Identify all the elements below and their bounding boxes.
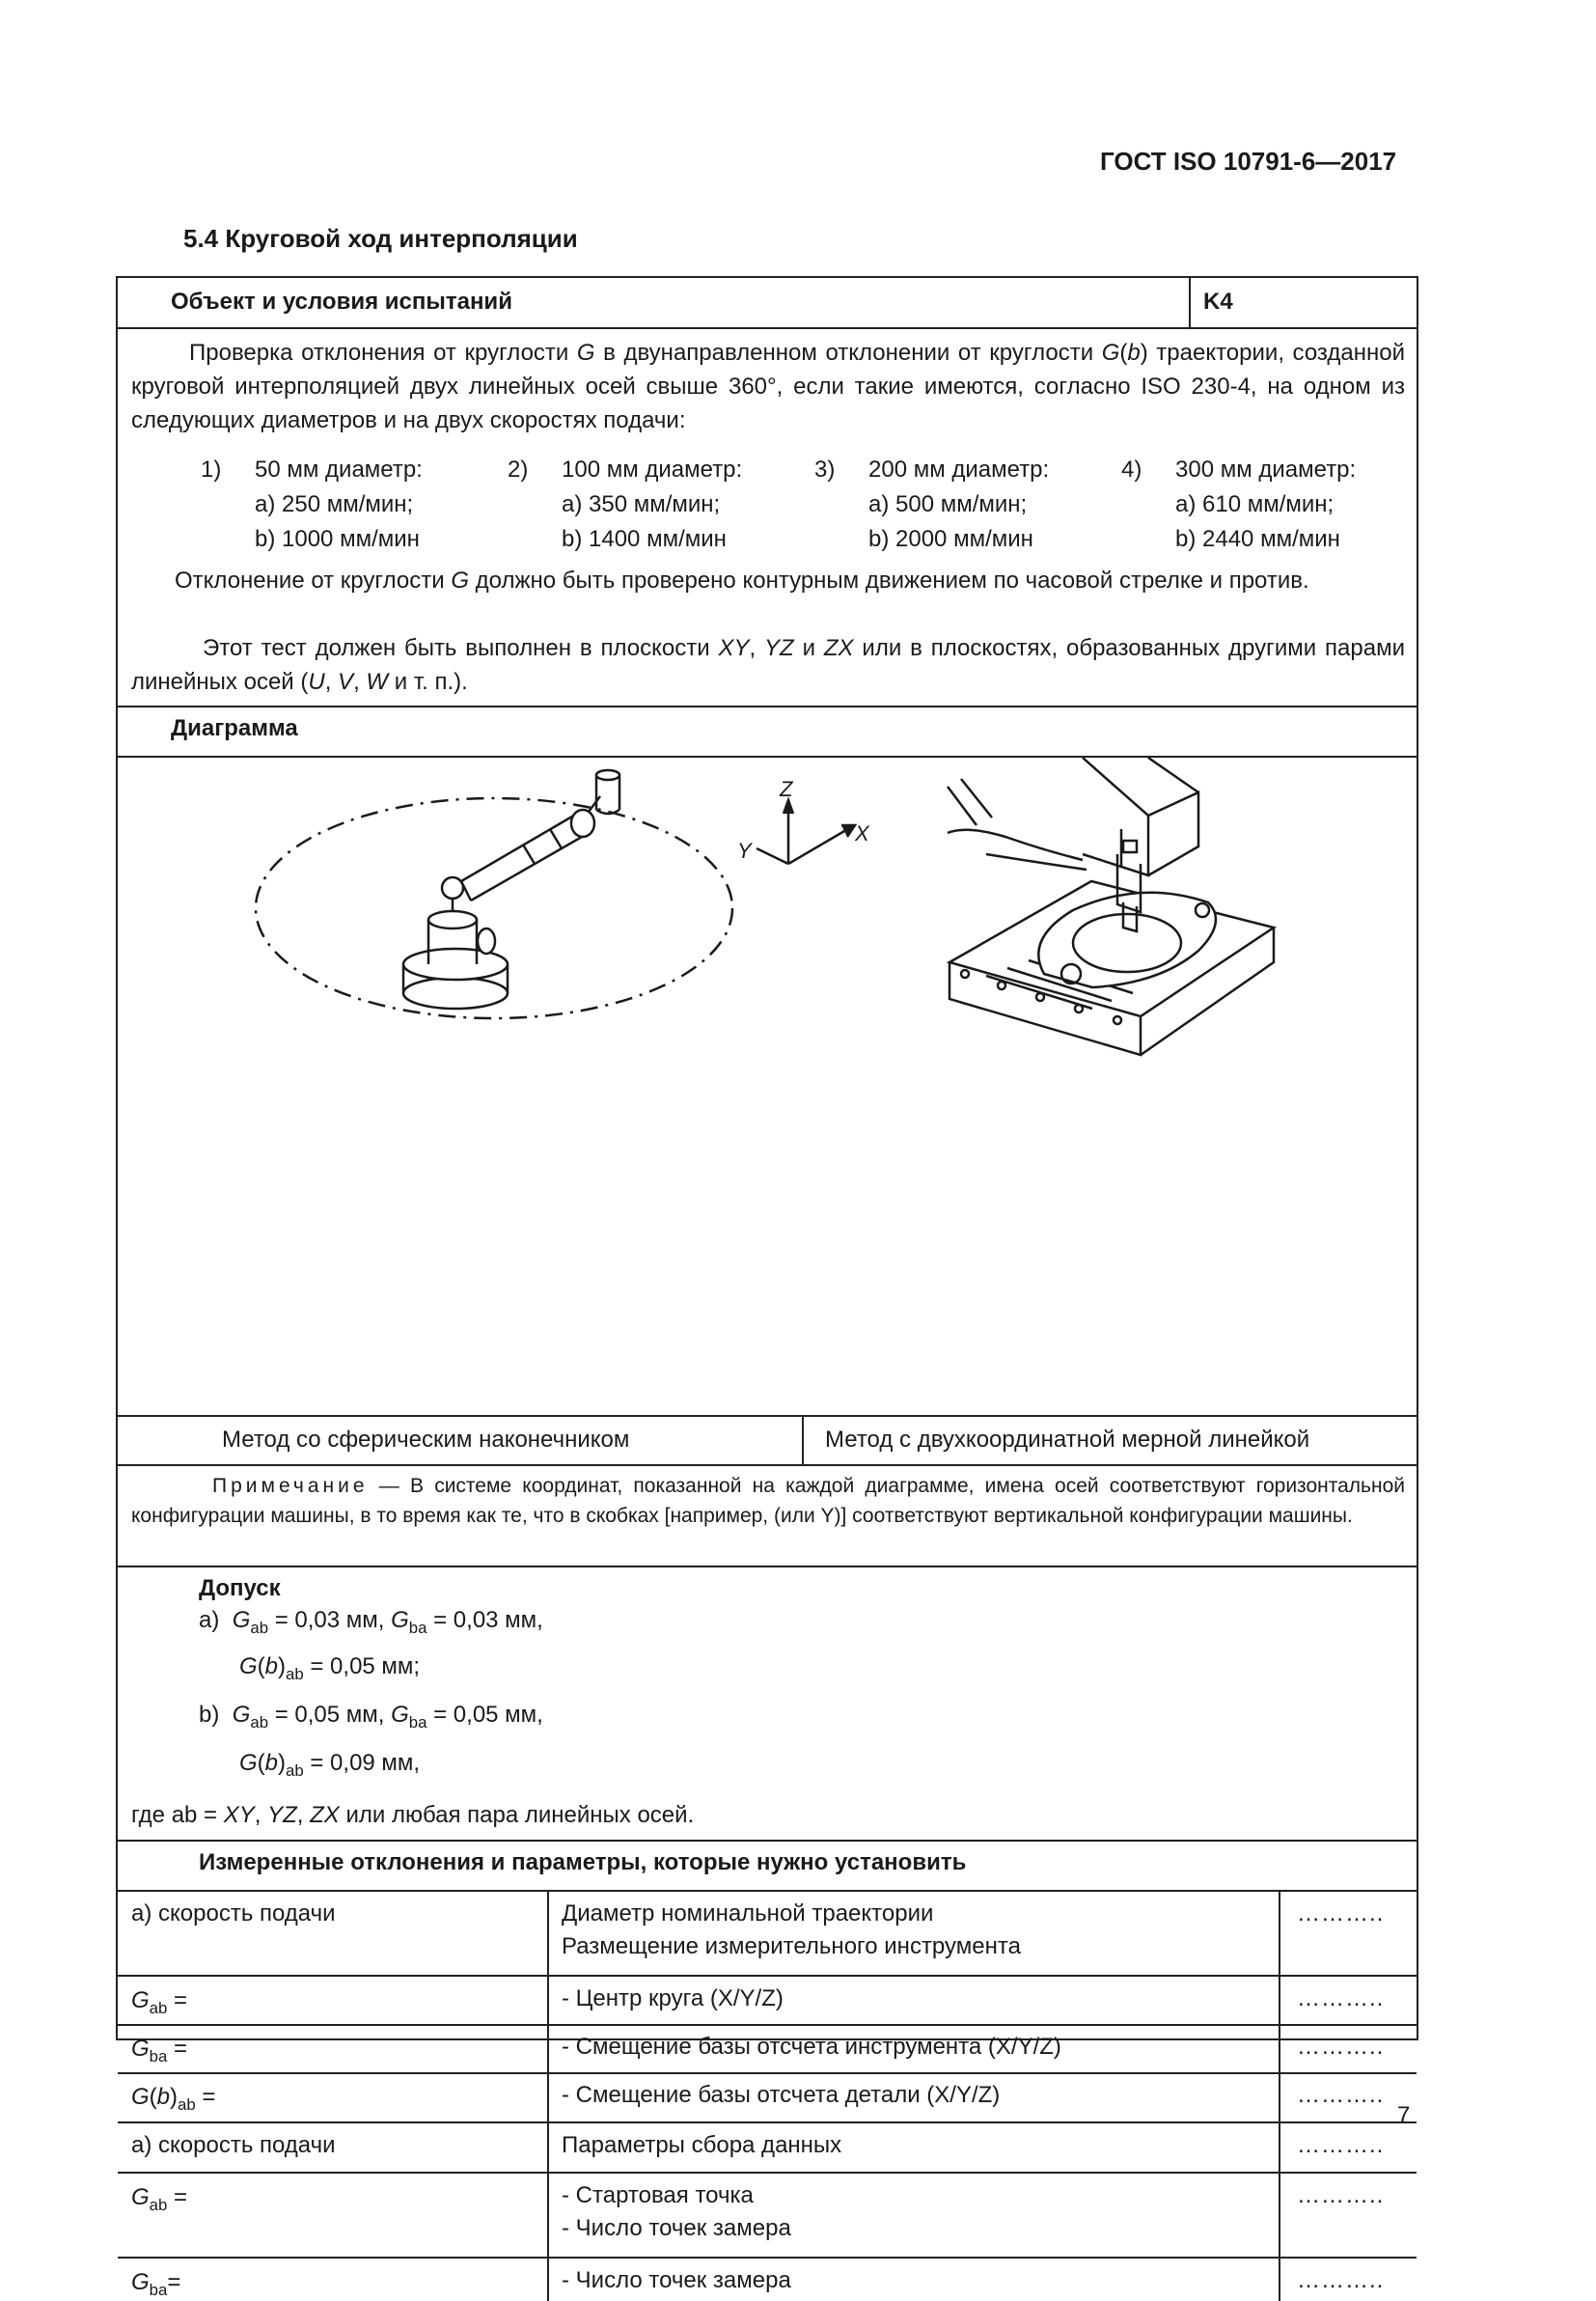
page-number: 7 bbox=[1397, 2102, 1411, 2128]
caption-grid-method: Метод с двухкоординатной мерной линейкой bbox=[825, 1427, 1310, 1453]
divider bbox=[1189, 278, 1191, 328]
divider bbox=[118, 2121, 1417, 2123]
measured-row-left: a) скорость подачи bbox=[131, 2132, 336, 2158]
measured-row-right: Параметры сбора данных bbox=[562, 2132, 842, 2158]
measured-row-right: Диаметр номинальной траектории bbox=[562, 1900, 934, 1927]
plane-paragraph: Этот тест должен быть выполнен в плоскости XY, YZ и ZX или в плоскостях, образованных другими парами линейных осей (U, V, W и т. п.). bbox=[131, 635, 1406, 695]
feed-rate-a: a) 500 мм/мин; bbox=[868, 491, 1028, 517]
diameter-title: 300 мм диаметр: bbox=[1175, 457, 1357, 483]
tolerance-a-line1: a) $G_{ab} = 0,03$ мм, $G_{ba} = 0,03$ мм, bbox=[199, 1607, 543, 1637]
divider bbox=[118, 2257, 1417, 2259]
divider bbox=[118, 1975, 1417, 1977]
axis-label-y: Y bbox=[737, 839, 752, 863]
measured-row-right: Размещение измерительного инструмента bbox=[562, 1933, 1021, 1959]
diameter-number: 4) bbox=[1121, 457, 1142, 483]
measured-row-right: - Число точек замера bbox=[562, 2215, 791, 2241]
measured-row-left: $G_{ab}$ = bbox=[131, 2184, 188, 2214]
divider bbox=[118, 1464, 1417, 1466]
feed-rate-b: b) 2000 мм/мин bbox=[868, 526, 1033, 552]
axis-label-x: X bbox=[855, 821, 869, 846]
intro-paragraph: Проверка отклонения от круглости G в двунаправленном отклонении от круглости G(b) траектории, созданной круговой интерполяцией двух линейных осей свыше 360°, если такие имеются, согласно ISO 230-4, на одном из следующих диаметров и на двух скоростях подачи: bbox=[131, 340, 1405, 433]
value-placeholder: ……….. bbox=[1297, 2132, 1385, 2158]
measured-row-left: $G_{ab}$ = bbox=[131, 1987, 188, 2017]
feed-rate-b: b) 1000 мм/мин bbox=[255, 526, 420, 552]
measured-row-left: $G_{ba}=$ bbox=[131, 2269, 181, 2299]
value-placeholder: ……….. bbox=[1297, 1900, 1385, 1927]
diameter-title: 50 мм диаметр: bbox=[255, 457, 423, 483]
value-placeholder: ……….. bbox=[1297, 2082, 1385, 2108]
divider bbox=[118, 2072, 1417, 2074]
object-heading: Объект и условия испытаний bbox=[171, 289, 512, 315]
test-code: K4 bbox=[1203, 289, 1233, 315]
feed-rate-b: b) 1400 мм/мин bbox=[562, 526, 727, 552]
caption-spherical-method: Метод со сферическим наконечником bbox=[222, 1427, 630, 1453]
axis-label-z: Z bbox=[780, 777, 793, 801]
tolerance-a-line2: $G(b)_{ab} = 0,05$ мм; bbox=[239, 1653, 421, 1683]
tolerance-where: где ab = XY, YZ, ZX или любая пара линейных осей. bbox=[131, 1802, 695, 1828]
value-placeholder: ……….. bbox=[1297, 2182, 1385, 2208]
divider bbox=[118, 1840, 1417, 1842]
measured-row-right: - Число точек замера bbox=[562, 2267, 791, 2293]
test-table bbox=[116, 276, 1418, 2299]
deviation-paragraph: Отклонение от круглости G должно быть проверено контурным движением по часовой стрелке и против. bbox=[175, 568, 1309, 594]
measured-row-left: a) скорость подачи bbox=[131, 1900, 336, 1927]
measured-row-right: - Центр круга (X/Y/Z) bbox=[562, 1985, 784, 2011]
diameter-number: 1) bbox=[201, 457, 222, 483]
tolerance-heading: Допуск bbox=[199, 1575, 281, 1601]
document-code: ГОСТ ISO 10791-6—2017 bbox=[1100, 147, 1397, 176]
coordinate-axes-icon bbox=[757, 800, 855, 864]
divider bbox=[118, 2172, 1417, 2174]
divider bbox=[118, 327, 1417, 329]
divider bbox=[118, 1415, 1417, 1417]
value-placeholder: ……….. bbox=[1297, 1985, 1385, 2011]
diameter-title: 200 мм диаметр: bbox=[868, 457, 1050, 483]
grid-encoder-machine-icon bbox=[948, 758, 1274, 1055]
diameter-number: 3) bbox=[814, 457, 836, 483]
divider bbox=[118, 706, 1417, 707]
feed-rate-a: a) 350 мм/мин; bbox=[562, 491, 721, 517]
tolerance-b-line2: $G(b)_{ab} = 0,09$ мм, bbox=[239, 1750, 421, 1780]
feed-rate-a: a) 250 мм/мин; bbox=[255, 491, 414, 517]
feed-rate-a: a) 610 мм/мин; bbox=[1175, 491, 1335, 517]
measured-heading: Измеренные отклонения и параметры, которые нужно установить bbox=[199, 1849, 967, 1875]
divider bbox=[802, 1415, 804, 1465]
measured-row-right: - Смещение базы отсчета инструмента (X/Y/Z) bbox=[562, 2034, 1061, 2060]
section-title: 5.4 Круговой ход интерполяции bbox=[183, 224, 578, 253]
value-placeholder: ……….. bbox=[1297, 2034, 1385, 2060]
value-placeholder: ……….. bbox=[1297, 2267, 1385, 2293]
tolerance-b-line1: b) $G_{ab} = 0,05$ мм, $G_{ba} = 0,05$ мм, bbox=[199, 1702, 543, 1732]
measured-row-left: $G(b)_{ab}$ = bbox=[131, 2084, 216, 2114]
diameter-number: 2) bbox=[508, 457, 529, 483]
diagram-figure bbox=[118, 758, 1417, 1416]
measured-row-right: - Стартовая точка bbox=[562, 2182, 754, 2208]
feed-rate-b: b) 2440 мм/мин bbox=[1175, 526, 1340, 552]
divider bbox=[118, 2024, 1417, 2026]
diameter-title: 100 мм диаметр: bbox=[562, 457, 743, 483]
divider bbox=[118, 1890, 1417, 1892]
divider bbox=[118, 1566, 1417, 1567]
diagram-heading: Диаграмма bbox=[171, 715, 298, 741]
measured-row-left: $G_{ba}$ = bbox=[131, 2036, 188, 2065]
note-paragraph: Примечание — В системе координат, показанной на каждой диаграмме, имена осей соответствуют горизонтальной конфигурации машины, в то время как те, что в скобках [например, (или Y)] соответствуют вертикальной конфигурации машины. bbox=[131, 1475, 1405, 1527]
measured-row-right: - Смещение базы отсчета детали (X/Y/Z) bbox=[562, 2082, 1001, 2108]
